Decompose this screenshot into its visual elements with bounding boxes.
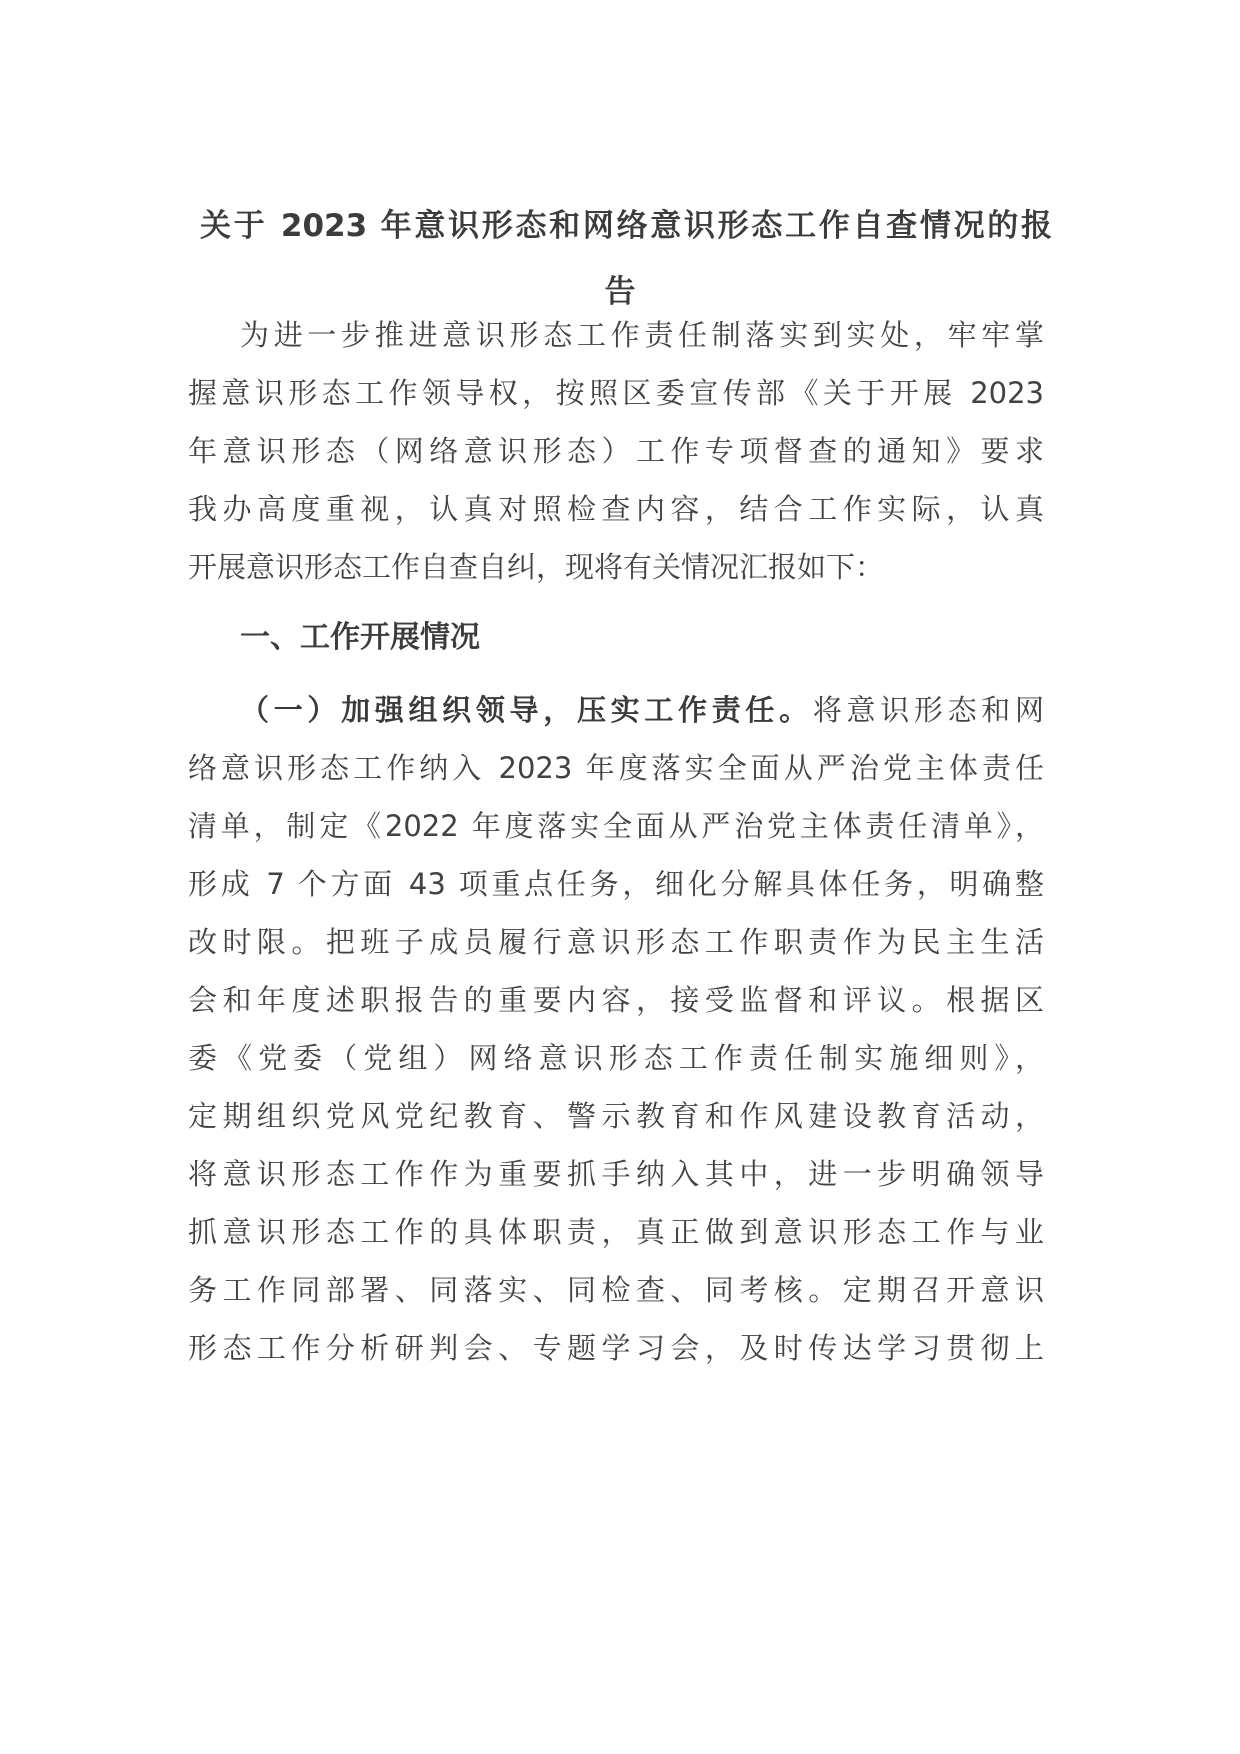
body-line: 委《党委（党组）网络意识形态工作责任制实施细则》， — [188, 1041, 1044, 1075]
body-line: 形成 7 个方面 43 项重点任务，细化分解具体任务，明确整 — [188, 867, 1044, 901]
body-line: 定期组织党风党纪教育、警示教育和作风建设教育活动， — [188, 1099, 1044, 1133]
body-line: 会和年度述职报告的重要内容，接受监督和评议。根据区 — [188, 983, 1044, 1017]
intro-line: 为进一步推进意识形态工作责任制落实到实处，牢牢掌 — [240, 318, 1044, 352]
section-heading: 一、工作开展情况 — [240, 620, 480, 655]
body-line: 务工作同部署、同落实、同检查、同考核。定期召开意识 — [188, 1273, 1044, 1307]
intro-line: 握意识形态工作领导权，按照区委宣传部《关于开展 2023 — [188, 376, 1044, 410]
body-line: 形态工作分析研判会、专题学习会，及时传达学习贯彻上 — [188, 1331, 1044, 1365]
subsection-lead-rest: 将意识形态和网 — [812, 693, 1044, 727]
body-line: 将意识形态工作作为重要抓手纳入其中，进一步明确领导 — [188, 1157, 1044, 1191]
body-line: 抓意识形态工作的具体职责，真正做到意识形态工作与业 — [188, 1215, 1044, 1249]
body-line: 络意识形态工作纳入 2023 年度落实全面从严治党主体责任 — [188, 751, 1044, 785]
subsection-first-line — [240, 690, 1044, 730]
body-line: 清单，制定《2022 年度落实全面从严治党主体责任清单》， — [188, 809, 1044, 843]
intro-line: 年意识形态（网络意识形态）工作专项督查的通知》要求 — [188, 434, 1044, 468]
subsection-lead: （一）加强组织领导，压实工作责任。 — [240, 693, 813, 727]
document-title-line-2: 告 — [604, 274, 636, 310]
body-line: 改时限。把班子成员履行意识形态工作职责作为民主生活 — [188, 925, 1044, 959]
intro-line: 开展意识形态工作自查自纠，现将有关情况汇报如下： — [188, 550, 885, 584]
document-title-line-1: 关于 2023 年意识形态和网络意识形态工作自查情况的报 — [200, 208, 1052, 244]
intro-line: 我办高度重视，认真对照检查内容，结合工作实际，认真 — [188, 492, 1044, 526]
